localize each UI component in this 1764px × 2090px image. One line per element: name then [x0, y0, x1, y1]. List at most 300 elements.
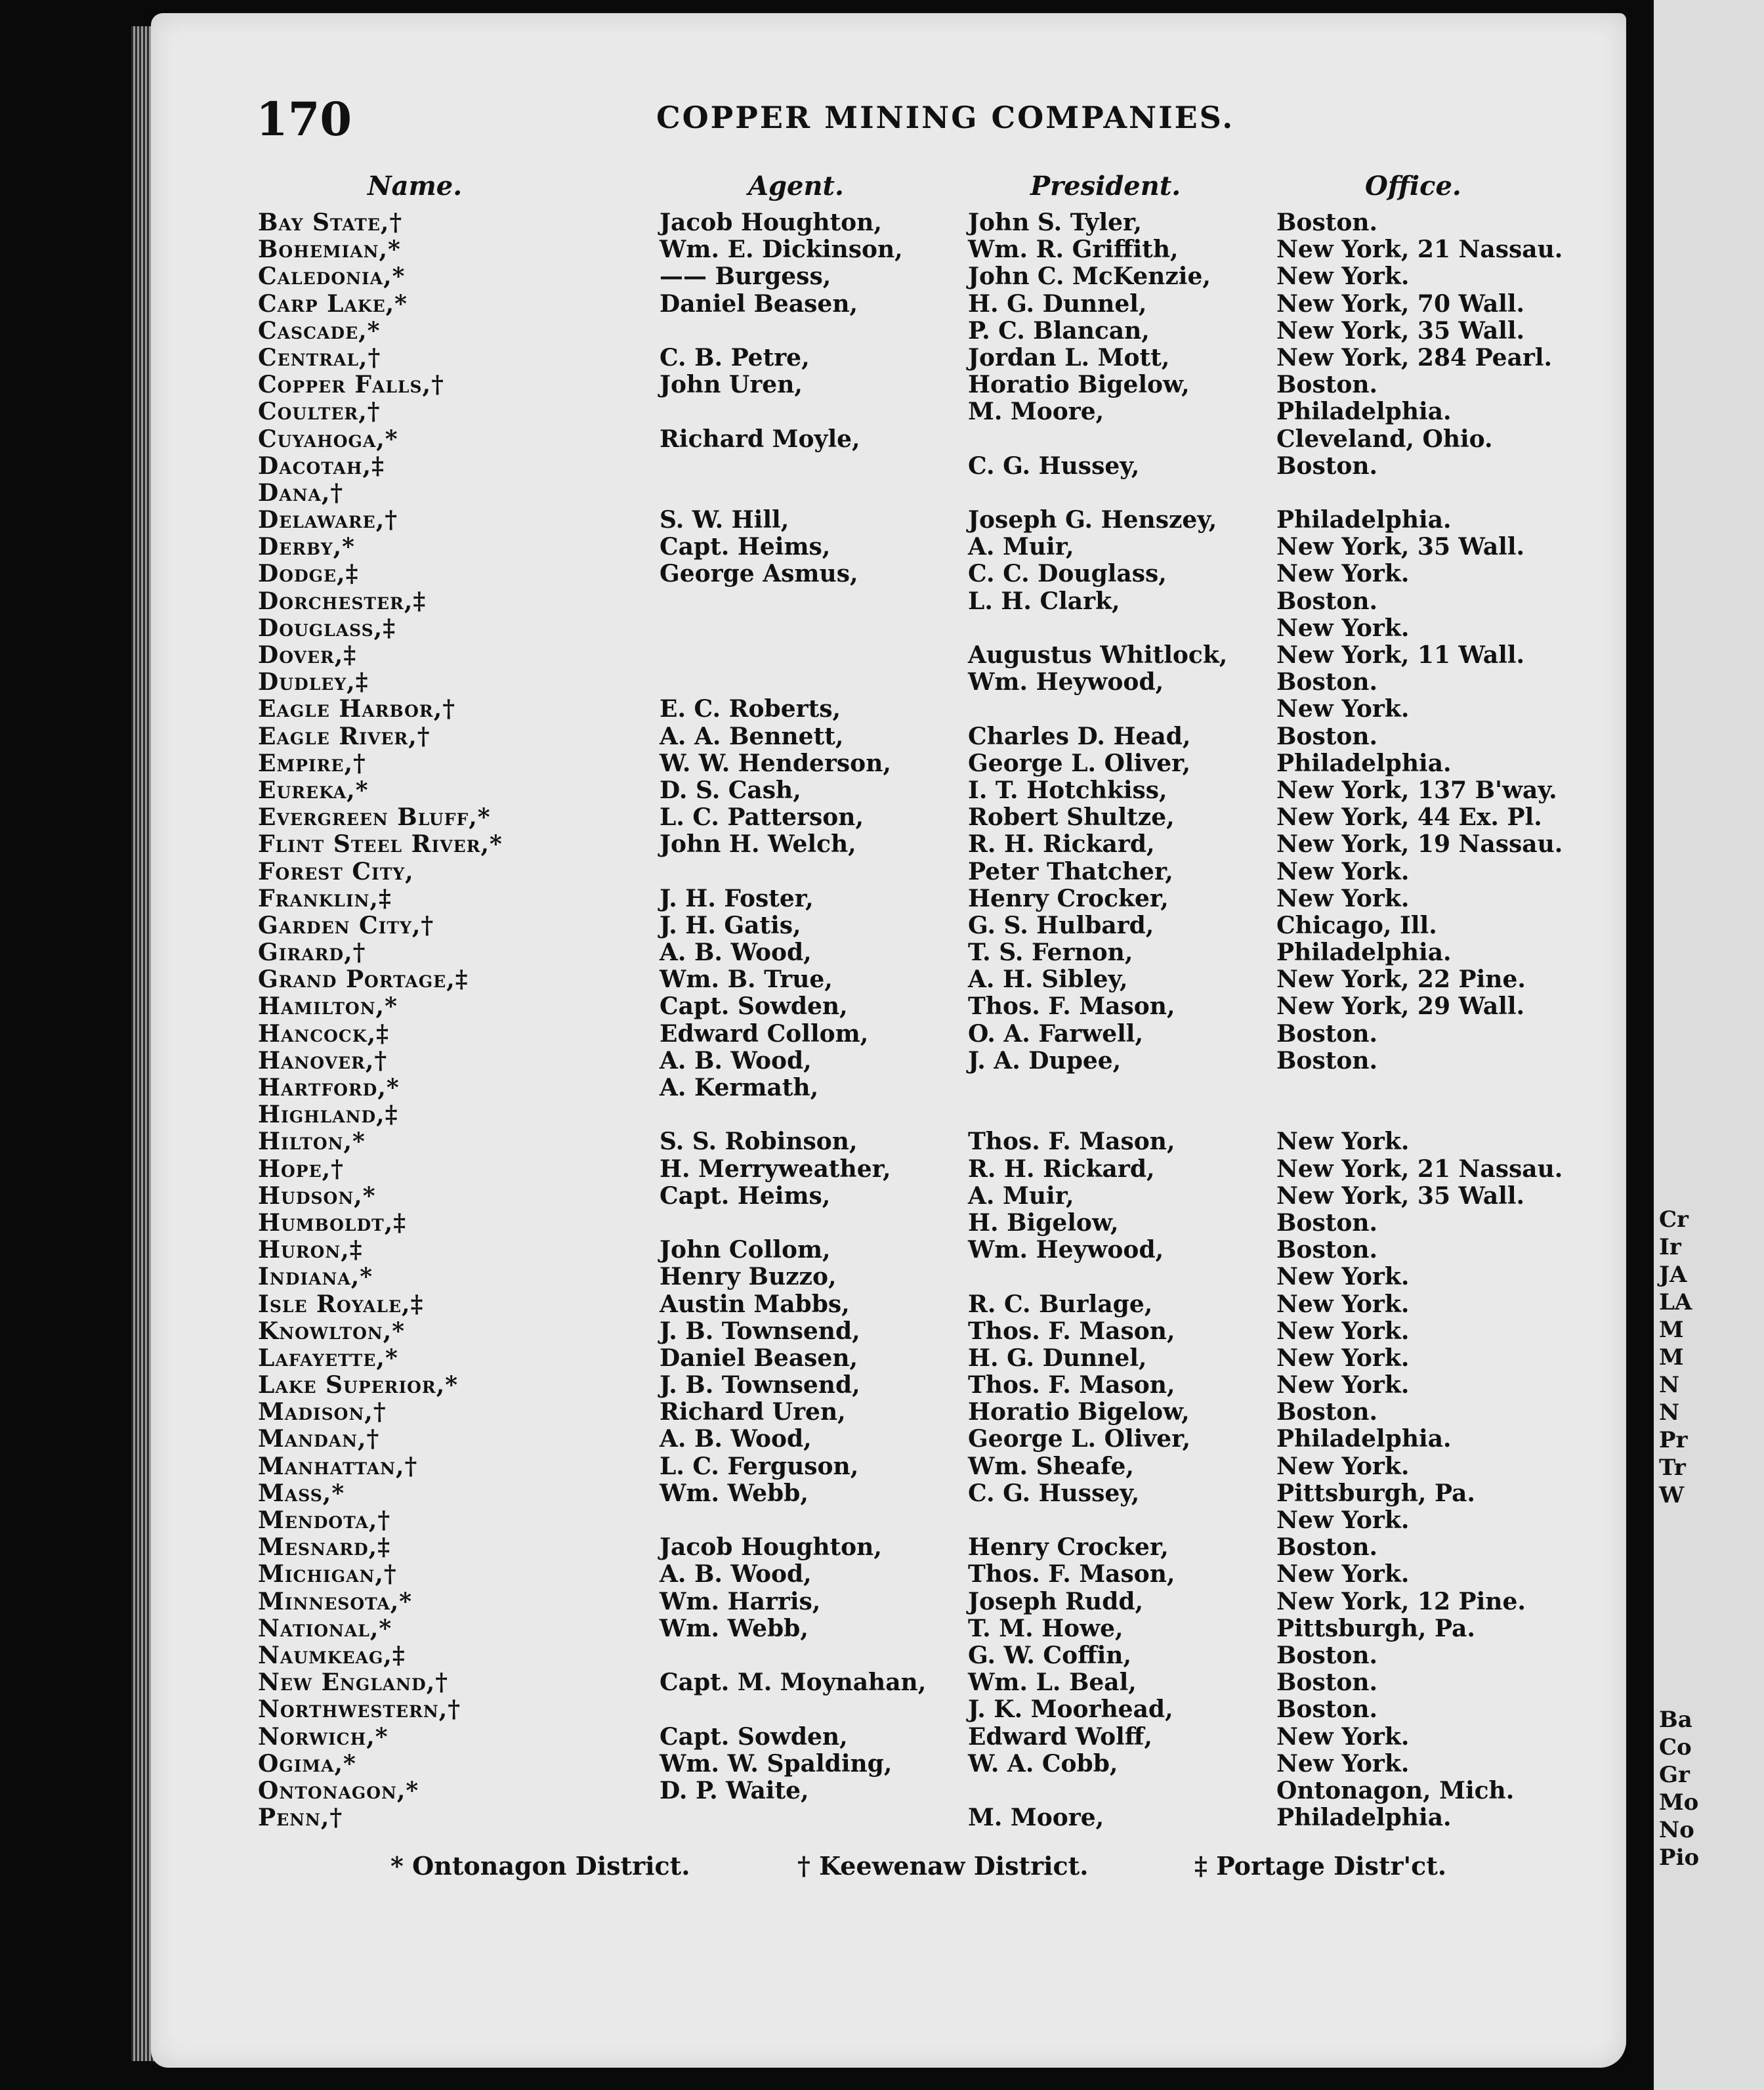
company-president: Thos. F. Mason,: [968, 1317, 1175, 1345]
table-row: [151, 371, 1626, 398]
company-name: Indiana,*: [258, 1263, 373, 1291]
company-agent: L. C. Patterson,: [660, 803, 864, 832]
company-table: [151, 209, 1626, 1831]
company-agent: S. W. Hill,: [660, 506, 789, 534]
company-office: New York.: [1276, 1722, 1410, 1751]
company-president: John C. McKenzie,: [968, 263, 1211, 291]
company-name: New England,†: [258, 1669, 449, 1697]
company-name: Norwich,*: [258, 1722, 388, 1751]
facing-page-fragment: Pio: [1659, 1845, 1700, 1871]
table-row: [151, 479, 1626, 506]
company-office: Philadelphia.: [1276, 1804, 1452, 1832]
page-number: 170: [256, 92, 352, 146]
company-agent: Capt. Heims,: [660, 1182, 831, 1210]
facing-page-fragment: LA: [1659, 1289, 1692, 1315]
company-office: New York.: [1276, 1452, 1410, 1480]
table-row: [151, 695, 1626, 722]
company-agent: A. B. Wood,: [660, 1560, 812, 1589]
company-office: New York, 11 Wall.: [1276, 641, 1525, 669]
table-row: [151, 587, 1626, 614]
company-president: Robert Shultze,: [968, 803, 1175, 832]
table-row: [151, 1101, 1626, 1128]
company-office: Chicago, Ill.: [1276, 911, 1437, 939]
facing-page: [1654, 0, 1764, 2090]
company-agent: H. Merryweather,: [660, 1155, 891, 1183]
company-president: L. H. Clark,: [968, 587, 1120, 615]
company-president: Henry Crocker,: [968, 1533, 1169, 1562]
company-agent: Wm. B. True,: [660, 966, 833, 994]
company-name: Manhattan,†: [258, 1452, 418, 1480]
company-name: Franklin,‡: [258, 884, 392, 912]
table-row: [151, 1263, 1626, 1290]
company-name: Bohemian,*: [258, 236, 401, 264]
page-header: [151, 92, 1626, 144]
table-row: [151, 1425, 1626, 1452]
table-row: [151, 777, 1626, 803]
company-office: New York, 21 Nassau.: [1276, 236, 1563, 264]
company-name: Dover,‡: [258, 641, 357, 669]
company-office: New York.: [1276, 1506, 1410, 1534]
company-office: New York, 19 Nassau.: [1276, 830, 1563, 859]
company-agent: Austin Mabbs,: [660, 1290, 850, 1318]
company-office: New York, 44 Ex. Pl.: [1276, 803, 1542, 832]
company-president: George L. Oliver,: [968, 749, 1191, 777]
table-row: [151, 1317, 1626, 1344]
company-president: C. G. Hussey,: [968, 1479, 1140, 1507]
company-president: Thos. F. Mason,: [968, 1560, 1175, 1589]
company-office: New York.: [1276, 560, 1410, 588]
company-office: Boston.: [1276, 209, 1378, 236]
company-name: Huron,‡: [258, 1236, 363, 1264]
company-agent: Wm. Webb,: [660, 1479, 808, 1507]
table-row: [151, 614, 1626, 641]
company-agent: W. W. Henderson,: [660, 749, 891, 777]
company-name: Hamilton,*: [258, 992, 398, 1021]
company-president: G. S. Hulbard,: [968, 911, 1154, 939]
company-office: New York.: [1276, 1344, 1410, 1372]
footnote-keewenaw: † Keewenaw District.: [797, 1851, 1089, 1881]
company-president: John S. Tyler,: [968, 209, 1142, 236]
company-office: Philadelphia.: [1276, 506, 1452, 534]
company-name: Michigan,†: [258, 1560, 397, 1589]
company-agent: Daniel Beasen,: [660, 1344, 858, 1372]
company-name: Cuyahoga,*: [258, 425, 398, 453]
table-row: [151, 668, 1626, 695]
table-row: [151, 533, 1626, 560]
company-office: Boston.: [1276, 1019, 1378, 1048]
company-office: Boston.: [1276, 1669, 1378, 1697]
facing-page-fragment: JA: [1659, 1262, 1687, 1288]
company-office: New York, 35 Wall.: [1276, 1182, 1525, 1210]
company-president: G. W. Coffin,: [968, 1641, 1132, 1669]
table-row: [151, 1750, 1626, 1777]
company-office: New York, 22 Pine.: [1276, 966, 1526, 994]
company-president: George L. Oliver,: [968, 1425, 1191, 1453]
footnote-ontonagon: * Ontonagon District.: [390, 1851, 690, 1881]
company-name: Lafayette,*: [258, 1344, 398, 1372]
company-office: New York.: [1276, 1317, 1410, 1345]
company-office: New York.: [1276, 884, 1410, 912]
company-president: C. C. Douglass,: [968, 560, 1167, 588]
company-name: Bay State,†: [258, 209, 403, 236]
table-row: [151, 939, 1626, 966]
company-office: Ontonagon, Mich.: [1276, 1776, 1515, 1804]
company-agent: J. B. Townsend,: [660, 1317, 860, 1345]
table-row: [151, 317, 1626, 344]
company-name: Hudson,*: [258, 1182, 376, 1210]
company-name: Penn,†: [258, 1804, 343, 1832]
company-office: Boston.: [1276, 1046, 1378, 1075]
company-agent: Capt. M. Moynahan,: [660, 1669, 927, 1697]
company-office: New York, 35 Wall.: [1276, 533, 1525, 561]
company-office: New York, 12 Pine.: [1276, 1587, 1526, 1615]
table-row: [151, 1398, 1626, 1425]
facing-page-fragment: Co: [1659, 1734, 1692, 1760]
table-row: [151, 1020, 1626, 1047]
table-row: [151, 1560, 1626, 1587]
company-office: Philadelphia.: [1276, 1425, 1452, 1453]
column-header-president: President.: [1030, 171, 1181, 202]
company-office: Philadelphia.: [1276, 749, 1452, 777]
company-president: Henry Crocker,: [968, 884, 1169, 912]
company-president: Charles D. Head,: [968, 722, 1191, 750]
company-office: New York, 284 Pearl.: [1276, 343, 1553, 372]
company-office: New York.: [1276, 1560, 1410, 1589]
company-president: M. Moore,: [968, 398, 1104, 426]
company-president: Augustus Whitlock,: [968, 641, 1228, 669]
company-name: Hilton,*: [258, 1128, 366, 1156]
company-president: J. A. Dupee,: [968, 1046, 1122, 1075]
company-agent: Wm. E. Dickinson,: [660, 236, 903, 264]
table-row: [151, 263, 1626, 289]
company-president: H. G. Dunnel,: [968, 1344, 1147, 1372]
company-agent: A. B. Wood,: [660, 1425, 812, 1453]
company-name: Knowlton,*: [258, 1317, 406, 1345]
company-name: Forest City,: [258, 857, 414, 885]
company-office: Boston.: [1276, 1236, 1378, 1264]
company-president: Thos. F. Mason,: [968, 1371, 1175, 1399]
company-name: Flint Steel River,*: [258, 830, 503, 859]
company-office: New York.: [1276, 1128, 1410, 1156]
company-president: J. K. Moorhead,: [968, 1695, 1173, 1724]
company-agent: A. B. Wood,: [660, 939, 812, 967]
company-name: Delaware,†: [258, 506, 398, 534]
table-row: [151, 209, 1626, 236]
company-president: A. Muir,: [968, 533, 1074, 561]
table-row: [151, 1209, 1626, 1236]
facing-page-fragment: Ir: [1659, 1234, 1681, 1260]
company-name: Dodge,‡: [258, 560, 359, 588]
company-name: Hancock,‡: [258, 1019, 389, 1048]
company-office: New York, 21 Nassau.: [1276, 1155, 1563, 1183]
company-office: Philadelphia.: [1276, 398, 1452, 426]
company-agent: A. Kermath,: [660, 1074, 819, 1101]
company-agent: George Asmus,: [660, 560, 858, 588]
company-name: Coulter,†: [258, 398, 381, 426]
company-name: Northwestern,†: [258, 1695, 461, 1724]
company-president: H. Bigelow,: [968, 1208, 1119, 1237]
company-president: Jordan L. Mott,: [968, 343, 1170, 372]
company-name: Garden City,†: [258, 911, 434, 939]
facing-page-fragment: Gr: [1659, 1762, 1690, 1788]
company-name: Ogima,*: [258, 1749, 356, 1778]
table-row: [151, 858, 1626, 885]
company-agent: Wm. Webb,: [660, 1614, 808, 1642]
table-row: [151, 1453, 1626, 1480]
company-agent: —— Burgess,: [660, 263, 831, 291]
company-name: Eureka,*: [258, 776, 369, 804]
table-row: [151, 1642, 1626, 1669]
company-agent: Capt. Heims,: [660, 533, 831, 561]
company-agent: A. B. Wood,: [660, 1046, 812, 1075]
table-row: [151, 1236, 1626, 1263]
company-president: Joseph Rudd,: [968, 1587, 1144, 1615]
company-office: New York, 70 Wall.: [1276, 289, 1525, 318]
company-name: Caledonia,*: [258, 263, 406, 291]
company-name: Minnesota,*: [258, 1587, 413, 1615]
company-name: Derby,*: [258, 533, 355, 561]
company-name: Empire,†: [258, 749, 366, 777]
company-agent: E. C. Roberts,: [660, 695, 841, 723]
company-office: New York, 35 Wall.: [1276, 316, 1525, 345]
company-name: Eagle Harbor,†: [258, 695, 456, 723]
company-president: Wm. R. Griffith,: [968, 236, 1179, 264]
company-president: H. G. Dunnel,: [968, 289, 1147, 318]
company-office: Boston.: [1276, 1208, 1378, 1237]
company-name: Cascade,*: [258, 316, 381, 345]
table-row: [151, 641, 1626, 668]
table-row: [151, 992, 1626, 1019]
column-header-name: Name.: [368, 171, 463, 202]
company-president: Edward Wolff,: [968, 1722, 1152, 1751]
company-agent: C. B. Petre,: [660, 343, 810, 372]
table-row: [151, 1777, 1626, 1804]
company-name: Mass,*: [258, 1479, 345, 1507]
table-row: [151, 1480, 1626, 1506]
company-office: Boston.: [1276, 1533, 1378, 1562]
footnote-portage: ‡ Portage Distr'ct.: [1194, 1851, 1447, 1881]
company-president: Horatio Bigelow,: [968, 371, 1190, 399]
company-president: A. H. Sibley,: [968, 966, 1128, 994]
company-office: New York.: [1276, 1749, 1410, 1778]
company-agent: Richard Uren,: [660, 1398, 846, 1426]
company-name: Mendota,†: [258, 1506, 391, 1534]
company-office: Boston.: [1276, 1398, 1378, 1426]
facing-page-fragment: No: [1659, 1817, 1694, 1843]
company-president: Peter Thatcher,: [968, 857, 1173, 885]
company-president: I. T. Hotchkiss,: [968, 776, 1167, 804]
company-name: Girard,†: [258, 939, 366, 967]
company-agent: S. S. Robinson,: [660, 1128, 858, 1156]
table-row: [151, 1506, 1626, 1533]
company-name: Douglass,‡: [258, 614, 396, 642]
company-name: Madison,†: [258, 1398, 387, 1426]
company-agent: Capt. Sowden,: [660, 1722, 848, 1751]
table-row: [151, 1344, 1626, 1371]
table-row: [151, 1155, 1626, 1182]
table-row: [151, 1615, 1626, 1642]
facing-page-fragment: M: [1659, 1317, 1684, 1343]
company-name: Dudley,‡: [258, 668, 369, 696]
company-president: R. H. Rickard,: [968, 830, 1155, 859]
company-office: New York.: [1276, 614, 1410, 642]
company-office: Boston.: [1276, 371, 1378, 399]
company-president: Wm. Heywood,: [968, 1236, 1164, 1264]
company-name: Evergreen Bluff,*: [258, 803, 491, 832]
company-office: Boston.: [1276, 452, 1378, 480]
company-agent: L. C. Ferguson,: [660, 1452, 859, 1480]
company-name: Grand Portage,‡: [258, 966, 469, 994]
company-office: New York.: [1276, 263, 1410, 291]
table-row: [151, 1723, 1626, 1750]
facing-page-fragment: Ba: [1659, 1707, 1692, 1733]
company-president: O. A. Farwell,: [968, 1019, 1143, 1048]
running-head: COPPER MINING COMPANIES.: [656, 100, 1235, 135]
company-name: Copper Falls,†: [258, 371, 444, 399]
company-agent: J. H. Gatis,: [660, 911, 801, 939]
company-office: New York, 29 Wall.: [1276, 992, 1525, 1021]
company-agent: Jacob Houghton,: [660, 209, 882, 236]
company-name: Dana,†: [258, 479, 344, 507]
company-name: Dorchester,‡: [258, 587, 427, 615]
table-row: [151, 830, 1626, 857]
company-name: Dacotah,‡: [258, 452, 385, 480]
table-row: [151, 1533, 1626, 1560]
table-row: [151, 966, 1626, 992]
table-row: [151, 723, 1626, 750]
company-president: M. Moore,: [968, 1804, 1104, 1832]
company-name: Carp Lake,*: [258, 289, 408, 318]
company-agent: D. S. Cash,: [660, 776, 801, 804]
company-agent: Henry Buzzo,: [660, 1263, 837, 1291]
company-office: Boston.: [1276, 587, 1378, 615]
facing-page-fragment: W: [1659, 1482, 1685, 1508]
company-agent: John H. Welch,: [660, 830, 856, 859]
table-row: [151, 803, 1626, 830]
company-name: Mesnard,‡: [258, 1533, 391, 1562]
company-president: C. G. Hussey,: [968, 452, 1140, 480]
company-president: Wm. Heywood,: [968, 668, 1164, 696]
company-name: Lake Superior,*: [258, 1371, 459, 1399]
company-president: R. C. Burlage,: [968, 1290, 1153, 1318]
company-president: Thos. F. Mason,: [968, 1128, 1175, 1156]
table-row: [151, 425, 1626, 452]
table-row: [151, 290, 1626, 317]
table-row: [151, 1128, 1626, 1155]
company-office: Philadelphia.: [1276, 939, 1452, 967]
company-office: New York.: [1276, 695, 1410, 723]
company-president: P. C. Blancan,: [968, 316, 1150, 345]
company-office: Boston.: [1276, 1695, 1378, 1724]
column-header-office: Office.: [1365, 171, 1461, 202]
facing-page-fragment: Pr: [1659, 1427, 1688, 1453]
company-president: T. S. Fernon,: [968, 939, 1133, 967]
company-agent: Edward Collom,: [660, 1019, 869, 1048]
company-agent: Wm. Harris,: [660, 1587, 821, 1615]
company-agent: D. P. Waite,: [660, 1776, 809, 1804]
company-office: Cleveland, Ohio.: [1276, 425, 1493, 453]
company-agent: J. B. Townsend,: [660, 1371, 860, 1399]
table-row: [151, 560, 1626, 587]
table-row: [151, 344, 1626, 371]
company-president: Wm. L. Beal,: [968, 1669, 1137, 1697]
company-agent: A. A. Bennett,: [660, 722, 844, 750]
company-agent: John Collom,: [660, 1236, 831, 1264]
company-office: New York.: [1276, 1263, 1410, 1291]
company-name: Ontonagon,*: [258, 1776, 419, 1804]
company-agent: Jacob Houghton,: [660, 1533, 882, 1562]
table-row: [151, 1669, 1626, 1695]
company-office: Pittsburgh, Pa.: [1276, 1479, 1475, 1507]
table-row: [151, 506, 1626, 533]
table-row: [151, 236, 1626, 263]
company-office: Pittsburgh, Pa.: [1276, 1614, 1475, 1642]
company-office: Boston.: [1276, 1641, 1378, 1669]
company-agent: John Uren,: [660, 371, 803, 399]
company-president: Wm. Sheafe,: [968, 1452, 1134, 1480]
table-row: [151, 750, 1626, 777]
facing-page-fragment: Mo: [1659, 1789, 1699, 1816]
company-president: Thos. F. Mason,: [968, 992, 1175, 1021]
facing-page-fragment: M: [1659, 1344, 1684, 1371]
company-office: New York.: [1276, 1371, 1410, 1399]
company-agent: Capt. Sowden,: [660, 992, 848, 1021]
company-agent: J. H. Foster,: [660, 884, 814, 912]
company-name: Isle Royale,‡: [258, 1290, 424, 1318]
company-agent: Richard Moyle,: [660, 425, 860, 453]
company-name: Mandan,†: [258, 1425, 380, 1453]
company-president: A. Muir,: [968, 1182, 1074, 1210]
book-page: [151, 13, 1626, 2068]
table-row: [151, 912, 1626, 939]
table-row: [151, 1047, 1626, 1074]
company-agent: Daniel Beasen,: [660, 289, 858, 318]
facing-page-fragment: Tr: [1659, 1455, 1686, 1481]
company-name: Naumkeag,‡: [258, 1641, 406, 1669]
facing-page-fragment: Cr: [1659, 1206, 1689, 1233]
table-row: [151, 885, 1626, 912]
company-name: Central,†: [258, 343, 381, 372]
company-name: Humboldt,‡: [258, 1208, 407, 1237]
table-row: [151, 1182, 1626, 1209]
company-name: Hartford,*: [258, 1074, 400, 1101]
table-row: [151, 1290, 1626, 1317]
company-name: Hope,†: [258, 1155, 345, 1183]
company-name: Hanover,†: [258, 1046, 388, 1075]
facing-page-fragment: N: [1659, 1372, 1680, 1398]
company-president: T. M. Howe,: [968, 1614, 1124, 1642]
company-name: National,*: [258, 1614, 392, 1642]
company-office: New York, 137 B'way.: [1276, 776, 1557, 804]
table-row: [151, 452, 1626, 479]
company-office: New York.: [1276, 857, 1410, 885]
company-office: Boston.: [1276, 722, 1378, 750]
company-office: New York.: [1276, 1290, 1410, 1318]
company-president: Horatio Bigelow,: [968, 1398, 1190, 1426]
table-row: [151, 1074, 1626, 1101]
table-row: [151, 1588, 1626, 1615]
company-president: W. A. Cobb,: [968, 1749, 1118, 1778]
table-row: [151, 398, 1626, 425]
table-row: [151, 1695, 1626, 1722]
company-president: Joseph G. Henszey,: [968, 506, 1217, 534]
company-office: Boston.: [1276, 668, 1378, 696]
company-agent: Wm. W. Spalding,: [660, 1749, 892, 1778]
company-name: Eagle River,†: [258, 722, 430, 750]
column-header-agent: Agent.: [748, 171, 844, 202]
table-row: [151, 1804, 1626, 1831]
table-row: [151, 1371, 1626, 1398]
